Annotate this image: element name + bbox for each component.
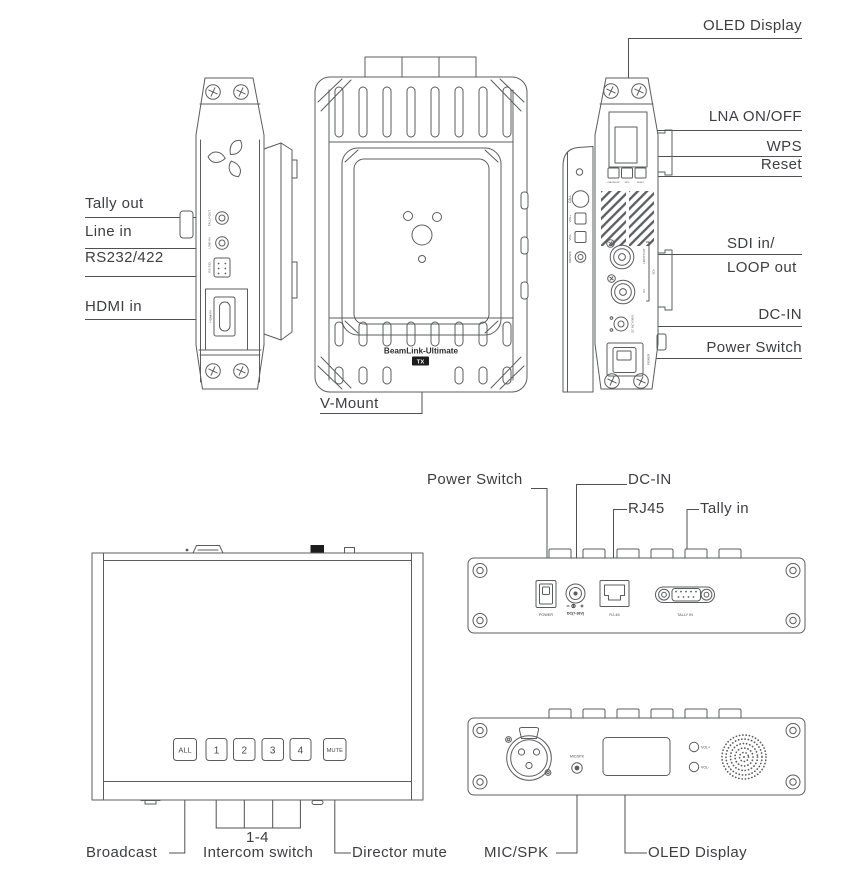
lna-port-label: LNA/ON/OFF bbox=[607, 182, 620, 184]
vol-down-port-label: VOL- bbox=[701, 765, 710, 770]
tx-badge-label: TX bbox=[416, 359, 425, 366]
callout-oled-display-bottom: OLED Display bbox=[648, 844, 747, 861]
rear-body bbox=[315, 77, 527, 392]
callout-reset: Reset bbox=[760, 156, 802, 173]
channel3-button-label: 3 bbox=[269, 745, 276, 757]
tally-out-port-label: TALLY-OUT bbox=[207, 209, 212, 227]
antenna-block bbox=[402, 57, 439, 78]
callout-loop-out: LOOP out bbox=[727, 259, 797, 276]
all-button-label: ALL bbox=[178, 745, 192, 755]
sdi-in-port-label: IN bbox=[642, 289, 646, 293]
small-port bbox=[345, 548, 355, 554]
callout-tally-out: Tally out bbox=[85, 195, 144, 212]
intercom-box-top-view bbox=[92, 545, 423, 805]
receiver-rear-panel-view bbox=[468, 549, 805, 633]
callout-rs232: RS232/422 bbox=[85, 249, 164, 266]
foot bbox=[141, 801, 160, 805]
side-bumps bbox=[521, 192, 528, 299]
callout-wps: WPS bbox=[766, 138, 802, 155]
vent-grille bbox=[629, 191, 654, 246]
reset-port-label: RESET bbox=[637, 182, 644, 184]
channel4-button-label: 4 bbox=[297, 745, 304, 757]
transmitter-rear-view bbox=[315, 57, 528, 392]
mount-hook bbox=[658, 130, 672, 175]
vol-down-port-label: VOL- bbox=[568, 233, 572, 241]
receiver-front-panel-view bbox=[468, 709, 805, 795]
callout-power-switch-top: Power Switch bbox=[706, 339, 802, 356]
mic-spk-port-label: MIC/SPK bbox=[570, 754, 584, 759]
callout-rj45: RJ45 bbox=[628, 500, 665, 517]
callout-range-1-4: 1-4 bbox=[246, 829, 269, 846]
transmitter-left-side-view bbox=[180, 78, 297, 389]
callout-power-switch-rear: Power Switch bbox=[427, 471, 523, 488]
front-panel-body bbox=[468, 718, 805, 795]
callout-dc-in-rear: DC-IN bbox=[628, 471, 672, 488]
power-port-label: POWER bbox=[646, 353, 651, 366]
callout-intercom-switch: Intercom switch bbox=[203, 844, 314, 861]
tally-in-port-label: TALLY IN bbox=[677, 613, 693, 617]
channel2-button-label: 2 bbox=[241, 745, 248, 757]
channel1-button-label: 1 bbox=[213, 745, 220, 757]
loop-out-port-label: LOOP OUT bbox=[642, 248, 646, 264]
power-port-label: POWER bbox=[538, 613, 554, 617]
dc-in-port-label: DC IN(7V-36V) bbox=[631, 315, 635, 333]
callout-director-mute: Director mute bbox=[352, 844, 448, 861]
toggle-switch bbox=[311, 545, 325, 553]
callout-lna-on-off: LNA ON/OFF bbox=[708, 108, 802, 125]
mic-spk-port-label: MIC/SPK bbox=[568, 251, 572, 263]
right-edge-strip bbox=[563, 147, 593, 393]
rs232-port-label: RS-232 bbox=[207, 262, 212, 273]
callout-sdi-in: SDI in/ bbox=[727, 235, 775, 252]
antenna-block bbox=[439, 57, 476, 78]
call-port-label: CALL bbox=[568, 195, 573, 203]
left-body bbox=[196, 78, 264, 389]
dsub-top-connector bbox=[193, 546, 223, 554]
mount-hook bbox=[658, 250, 672, 310]
hdmi-port-label: HDMI-IN bbox=[208, 310, 213, 323]
left-mount-tab bbox=[180, 211, 193, 238]
intercom-box-body bbox=[92, 553, 423, 800]
callout-hdmi-in: HDMI in bbox=[85, 298, 142, 315]
brand-text: BeamLink-Ultimate bbox=[383, 346, 459, 356]
vent-grille bbox=[601, 191, 626, 246]
callout-dc-in-top: DC-IN bbox=[758, 306, 802, 323]
vol-up-port-label: VOL+ bbox=[568, 214, 572, 223]
line-in-port-label: LINE-IN bbox=[207, 237, 212, 249]
foot bbox=[312, 801, 323, 805]
wps-port-label: WPS bbox=[624, 182, 630, 184]
transmitter-right-side-view bbox=[595, 78, 672, 389]
callout-tally-in: Tally in bbox=[700, 500, 750, 517]
callout-v-mount: V-Mount bbox=[320, 395, 379, 412]
callout-line-in: Line in bbox=[85, 223, 133, 240]
vol-up-port-label: VOL+ bbox=[701, 745, 711, 750]
left-back-plate bbox=[264, 143, 292, 340]
callout-broadcast: Broadcast bbox=[86, 844, 158, 861]
mute-button-label: MUTE bbox=[326, 747, 344, 754]
callout-oled-display-top: OLED Display bbox=[703, 17, 802, 34]
callout-mic-spk: MIC/SPK bbox=[484, 844, 549, 861]
antenna-block bbox=[365, 57, 402, 78]
dc-port-label: DC(7-36V) bbox=[566, 611, 585, 616]
rear-panel-body bbox=[468, 558, 805, 633]
rj45-port-label: RJ-45 bbox=[609, 613, 620, 617]
sdi-port-label: SDI bbox=[651, 269, 656, 275]
